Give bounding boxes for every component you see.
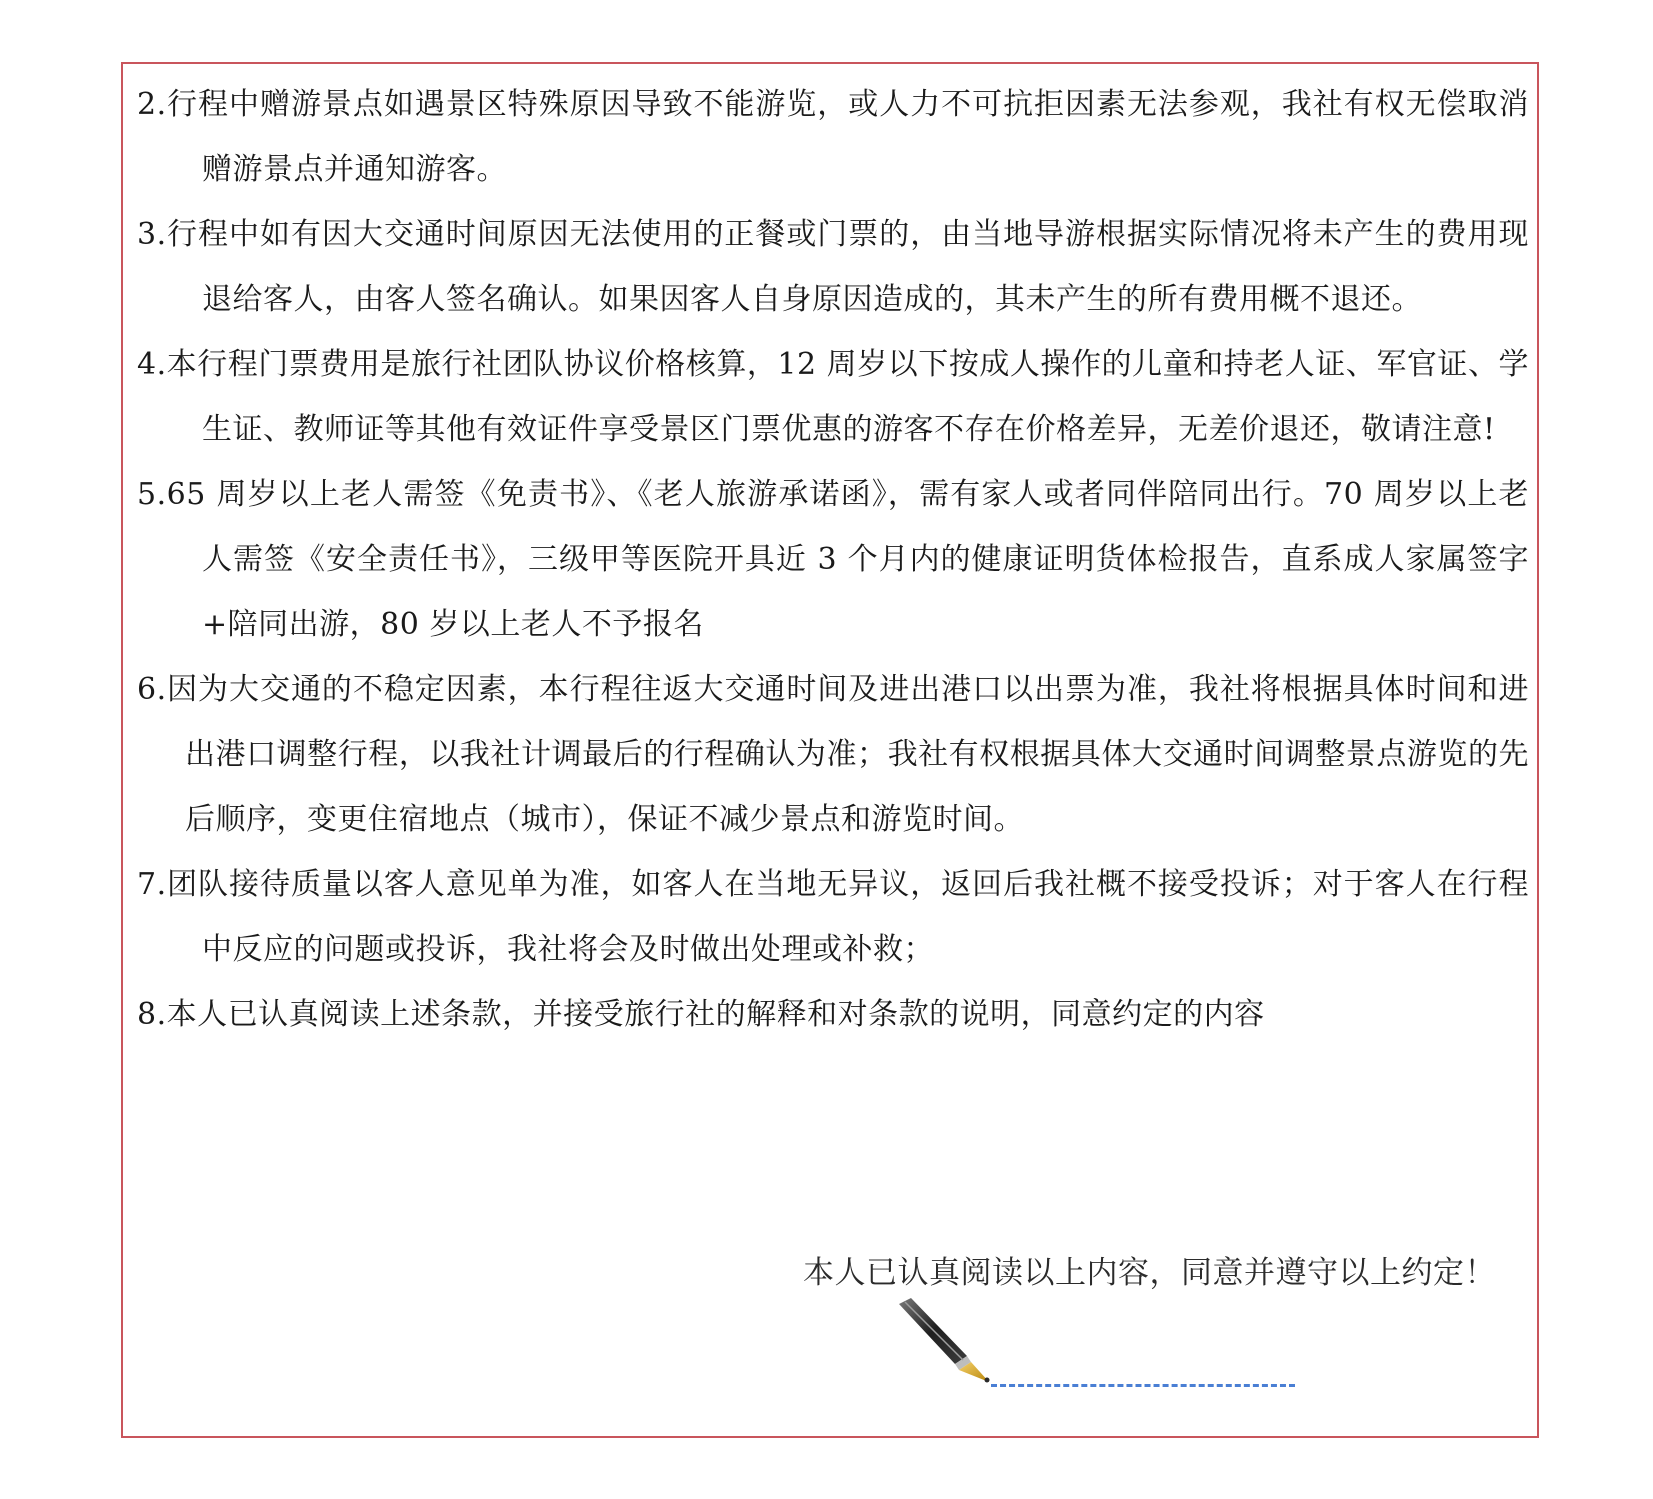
pledge-statement: 本人已认真阅读以上内容，同意并遵守以上约定！ (803, 1255, 1496, 1291)
terms-list (137, 64, 1529, 1047)
term-number: 3. (137, 217, 167, 252)
term-item-4 (137, 332, 1529, 462)
term-item-5 (137, 462, 1529, 657)
term-number: 4. (137, 347, 167, 382)
term-text: 本行程门票费用是旅行社团队协议价格核算，12 周岁以下按成人操作的儿童和持老人证、军官证、学生证、教师证等其他有效证件享受景区门票优惠的游客不存在价格差异，无差价退还，敬请注意! (166, 347, 1529, 447)
term-text: 行程中赠游景点如遇景区特殊原因导致不能游览，或人力不可抗拒因素无法参观，我社有权无偿取消赠游景点并通知游客。 (166, 87, 1529, 187)
term-item-3 (137, 202, 1529, 332)
term-text: 因为大交通的不稳定因素，本行程往返大交通时间及进出港口以出票为准，我社将根据具体时间和进出港口调整行程，以我社计调最后的行程确认为准；我社有权根据具体大交通时间调整景点游览的先后顺序，变更住宿地点（城市），保证不减少景点和游览时间。 (166, 672, 1529, 837)
term-number: 7. (137, 867, 167, 902)
term-number: 5. (137, 477, 167, 512)
term-number: 2. (137, 87, 167, 122)
term-item-8 (137, 982, 1529, 1047)
term-text: 本人已认真阅读上述条款，并接受旅行社的解释和对条款的说明，同意约定的内容 (166, 997, 1265, 1032)
pen-icon (893, 1296, 1003, 1386)
term-item-7 (137, 852, 1529, 982)
term-item-6 (137, 657, 1529, 852)
term-text: 65 周岁以上老人需签《免责书》、《老人旅游承诺函》，需有家人或者同伴陪同出行。70 周岁以上老人需签《安全责任书》，三级甲等医院开具近 3 个月内的健康证明货体检报告，直系成人家属签字+陪同出游，80 岁以上老人不予报名 (166, 477, 1529, 642)
term-number: 8. (137, 997, 167, 1032)
terms-frame (121, 62, 1539, 1438)
term-number: 6. (137, 672, 167, 707)
term-text: 团队接待质量以客人意见单为准，如客人在当地无异议，返回后我社概不接受投诉；对于客人在行程中反应的问题或投诉，我社将会及时做出处理或补救； (166, 867, 1529, 967)
term-item-2 (137, 64, 1529, 202)
signature-line[interactable] (991, 1384, 1295, 1387)
term-text: 行程中如有因大交通时间原因无法使用的正餐或门票的，由当地导游根据实际情况将未产生的费用现退给客人，由客人签名确认。如果因客人自身原因造成的，其未产生的所有费用概不退还。 (166, 217, 1529, 317)
